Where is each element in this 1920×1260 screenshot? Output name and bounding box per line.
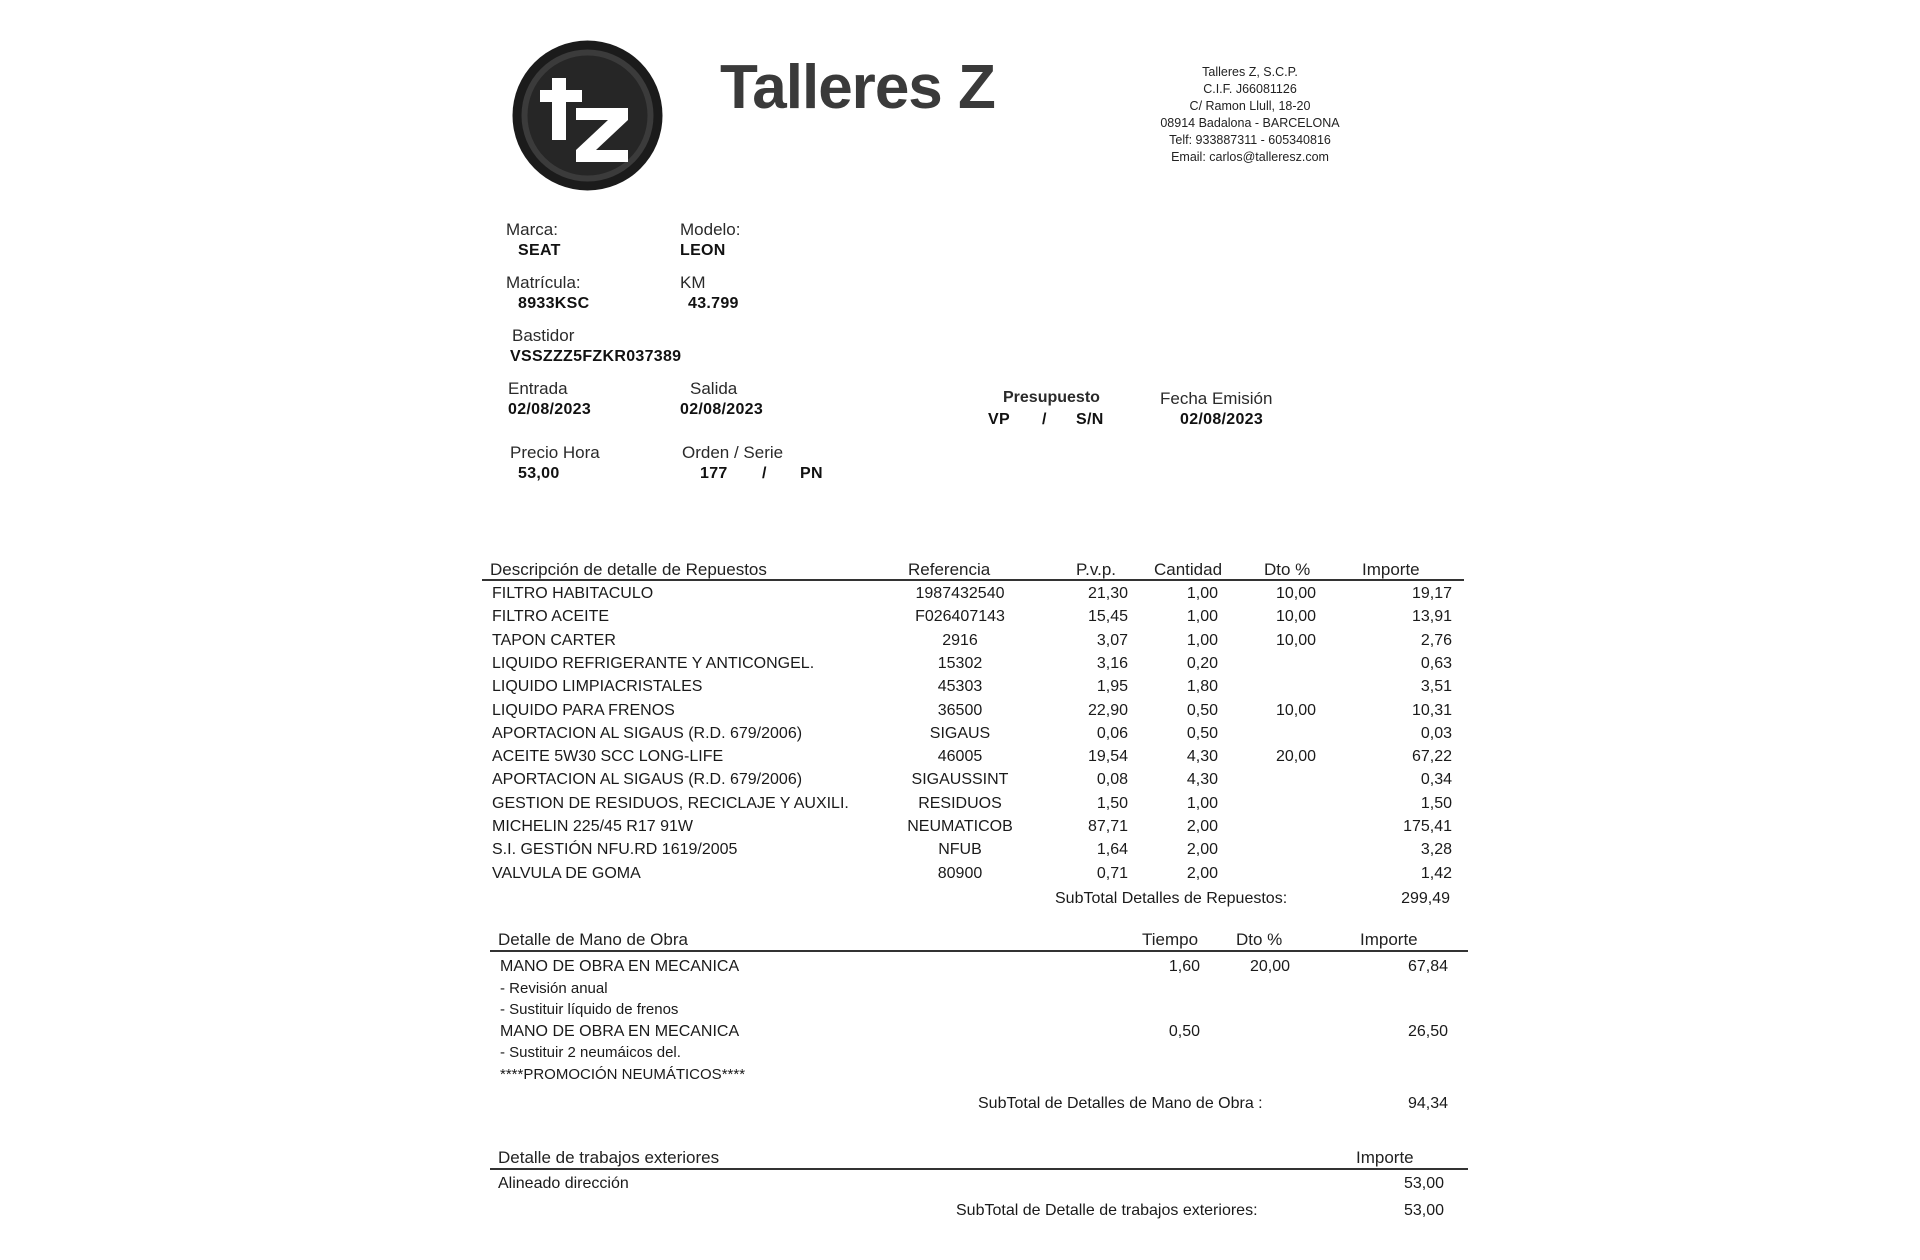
modelo-value: LEON [680, 242, 726, 259]
parts-row-desc: TAPON CARTER [492, 631, 616, 649]
parts-row-qty: 4,30 [1186, 771, 1218, 789]
external-subtotal-value: 53,00 [1403, 1202, 1444, 1219]
parts-row-pvp: 15,45 [1087, 608, 1128, 626]
parts-row-qty: 1,00 [1186, 794, 1218, 812]
parts-row-desc: APORTACION AL SIGAUS (R.D. 679/2006) [492, 771, 803, 789]
parts-subtotal-label: SubTotal Detalles de Repuestos: [1055, 890, 1288, 907]
parts-row-ref: 1987432540 [915, 585, 1005, 602]
labor-row-note: - Sustituir líquido de frenos [500, 1001, 679, 1018]
fecha-emision-value: 02/08/2023 [1180, 411, 1264, 428]
parts-header-pvp: P.v.p. [1076, 560, 1117, 579]
parts-row-pvp: 0,71 [1096, 864, 1128, 882]
company-name: Talleres Z [720, 53, 995, 122]
parts-row-qty: 0,50 [1186, 701, 1218, 719]
parts-row-importe: 3,28 [1420, 841, 1452, 859]
parts-row-pvp: 0,08 [1096, 771, 1128, 789]
matricula-value: 8933KSC [518, 295, 590, 312]
parts-header-importe: Importe [1362, 560, 1420, 579]
km-value: 43.799 [688, 295, 739, 312]
parts-row-desc: APORTACION AL SIGAUS (R.D. 679/2006) [492, 724, 803, 742]
parts-row-pvp: 3,07 [1096, 631, 1128, 649]
parts-row-desc: LIQUIDO PARA FRENOS [492, 701, 675, 719]
marca-value: SEAT [518, 242, 561, 259]
parts-row-importe: 1,42 [1420, 864, 1452, 882]
parts-header-qty: Cantidad [1154, 560, 1223, 579]
company-email: Email: carlos@talleresz.com [1171, 150, 1329, 164]
parts-row-importe: 10,31 [1411, 701, 1452, 719]
modelo-label: Modelo: [680, 220, 741, 239]
labor-subtotal-label: SubTotal de Detalles de Mano de Obra : [978, 1095, 1263, 1112]
external-header-desc: Detalle de trabajos exteriores [498, 1148, 720, 1167]
parts-row-desc: GESTION DE RESIDUOS, RECICLAJE Y AUXILI. [492, 794, 849, 812]
parts-row-ref: NEUMATICOB [907, 818, 1013, 835]
parts-row-qty: 2,00 [1186, 864, 1218, 882]
parts-row-pvp: 0,06 [1096, 724, 1128, 742]
parts-row-dto: 10,00 [1275, 631, 1316, 649]
parts-row-pvp: 87,71 [1087, 818, 1128, 835]
precio-hora-value: 53,00 [518, 465, 560, 482]
parts-row-desc: MICHELIN 225/45 R17 91W [492, 818, 693, 835]
labor-row-importe: 67,84 [1407, 958, 1448, 975]
matricula-label: Matrícula: [506, 273, 581, 292]
parts-row-qty: 4,30 [1186, 748, 1218, 766]
marca-label: Marca: [506, 220, 558, 239]
parts-row-importe: 13,91 [1411, 608, 1452, 626]
company-logo [510, 38, 665, 193]
bastidor-label: Bastidor [512, 326, 575, 345]
parts-row-importe: 175,41 [1403, 818, 1452, 835]
parts-row-ref: 45303 [937, 678, 983, 696]
parts-row-desc: VALVULA DE GOMA [492, 864, 641, 882]
parts-row-importe: 2,76 [1420, 631, 1452, 649]
labor-subtotal-value: 94,34 [1407, 1095, 1448, 1112]
salida-value: 02/08/2023 [680, 401, 764, 418]
labor-row-tiempo: 0,50 [1168, 1022, 1200, 1040]
parts-row-ref: RESIDUOS [918, 794, 1002, 812]
parts-row-qty: 1,80 [1186, 678, 1218, 696]
parts-row-ref: F026407143 [915, 608, 1005, 626]
parts-row-ref: SIGAUSSINT [911, 771, 1009, 789]
company-cif: C.I.F. J66081126 [1203, 82, 1297, 96]
parts-row-importe: 19,17 [1411, 585, 1452, 602]
labor-header-importe: Importe [1360, 930, 1418, 949]
parts-row-ref: 36500 [937, 701, 983, 719]
parts-row-dto: 20,00 [1275, 748, 1316, 766]
presupuesto-separator: / [1042, 411, 1047, 428]
company-legal-name: Talleres Z, S.C.P. [1202, 65, 1298, 79]
parts-row-importe: 0,34 [1420, 771, 1452, 789]
labor-header-tiempo: Tiempo [1142, 930, 1199, 949]
parts-row-pvp: 19,54 [1087, 748, 1128, 766]
parts-row-qty: 1,00 [1186, 631, 1218, 649]
precio-hora-label: Precio Hora [510, 443, 600, 462]
parts-header-dto: Dto % [1264, 560, 1311, 579]
parts-row-desc: FILTRO ACEITE [492, 608, 610, 626]
company-phone: Telf: 933887311 - 605340816 [1169, 133, 1331, 147]
parts-row-qty: 1,00 [1186, 585, 1218, 602]
parts-row-dto: 10,00 [1275, 585, 1316, 602]
orden-separator: / [762, 465, 767, 482]
parts-row-desc: S.I. GESTIÓN NFU.RD 1619/2005 [492, 841, 738, 859]
parts-row-ref: 80900 [937, 864, 983, 882]
labor-row-note: ****PROMOCIÓN NEUMÁTICOS**** [500, 1065, 746, 1083]
bastidor-value: VSSZZZ5FZKR037389 [510, 348, 682, 365]
labor-row-dto: 20,00 [1249, 958, 1290, 975]
labor-row-importe: 26,50 [1407, 1022, 1448, 1040]
parts-subtotal-value: 299,49 [1401, 890, 1450, 907]
company-city: 08914 Badalona - BARCELONA [1160, 116, 1340, 130]
parts-row-desc: LIQUIDO LIMPIACRISTALES [492, 678, 703, 696]
labor-row-tiempo: 1,60 [1168, 958, 1200, 975]
fecha-emision-label: Fecha Emisión [1160, 389, 1273, 408]
parts-row-pvp: 3,16 [1096, 654, 1128, 672]
parts-row-qty: 0,20 [1186, 654, 1218, 672]
labor-header-dto: Dto % [1236, 930, 1283, 949]
parts-row-qty: 2,00 [1186, 818, 1218, 835]
parts-row-ref: 46005 [937, 748, 983, 766]
parts-row-desc: LIQUIDO REFRIGERANTE Y ANTICONGEL. [492, 654, 815, 672]
parts-row-ref: NFUB [938, 841, 982, 859]
parts-row-ref: 15302 [937, 654, 983, 672]
parts-row-pvp: 21,30 [1087, 585, 1128, 602]
labor-row-note: - Revisión anual [500, 979, 608, 997]
entrada-label: Entrada [508, 379, 568, 398]
parts-row-ref: SIGAUS [929, 724, 991, 742]
salida-label: Salida [690, 379, 738, 398]
parts-row-importe: 3,51 [1420, 678, 1452, 696]
labor-header-desc: Detalle de Mano de Obra [498, 930, 688, 949]
parts-row-importe: 67,22 [1411, 748, 1452, 766]
parts-header-rule [482, 579, 1464, 581]
labor-row-desc: MANO DE OBRA EN MECANICA [500, 1022, 740, 1040]
company-details [1130, 64, 1370, 166]
parts-row-pvp: 1,64 [1096, 841, 1128, 859]
presupuesto-label: Presupuesto [1003, 389, 1100, 406]
external-subtotal-label: SubTotal de Detalle de trabajos exteriores: [956, 1202, 1258, 1219]
parts-row-dto: 10,00 [1275, 608, 1316, 626]
external-header-rule [490, 1168, 1468, 1170]
labor-header-rule [490, 950, 1468, 952]
parts-row-desc: FILTRO HABITACULO [492, 585, 654, 602]
parts-row-desc: ACEITE 5W30 SCC LONG-LIFE [492, 748, 724, 766]
parts-row-qty: 0,50 [1186, 724, 1218, 742]
external-row-desc: Alineado dirección [498, 1175, 629, 1192]
parts-row-pvp: 22,90 [1087, 701, 1128, 719]
labor-row-desc: MANO DE OBRA EN MECANICA [500, 958, 740, 975]
parts-header-desc: Descripción de detalle de Repuestos [490, 560, 767, 579]
entrada-value: 02/08/2023 [508, 401, 592, 418]
parts-row-pvp: 1,95 [1096, 678, 1128, 696]
km-label: KM [680, 273, 706, 292]
parts-row-qty: 1,00 [1186, 608, 1218, 626]
parts-row-dto: 10,00 [1275, 701, 1316, 719]
orden-value: 177 [700, 465, 728, 482]
parts-row-importe: 1,50 [1420, 794, 1452, 812]
labor-row-note: - Sustituir 2 neumáicos del. [500, 1044, 681, 1061]
parts-row-qty: 2,00 [1186, 841, 1218, 859]
parts-header-ref: Referencia [908, 560, 991, 579]
external-header-importe: Importe [1356, 1148, 1414, 1167]
orden-label: Orden / Serie [682, 443, 784, 462]
company-address: C/ Ramon Llull, 18-20 [1189, 99, 1311, 113]
presupuesto-b: S/N [1076, 411, 1104, 428]
parts-row-ref: 2916 [942, 631, 978, 649]
presupuesto-a: VP [988, 411, 1010, 428]
parts-row-importe: 0,63 [1420, 654, 1452, 672]
parts-row-importe: 0,03 [1420, 724, 1452, 742]
serie-value: PN [800, 465, 823, 482]
external-row-importe: 53,00 [1403, 1175, 1444, 1192]
parts-row-pvp: 1,50 [1096, 794, 1128, 812]
